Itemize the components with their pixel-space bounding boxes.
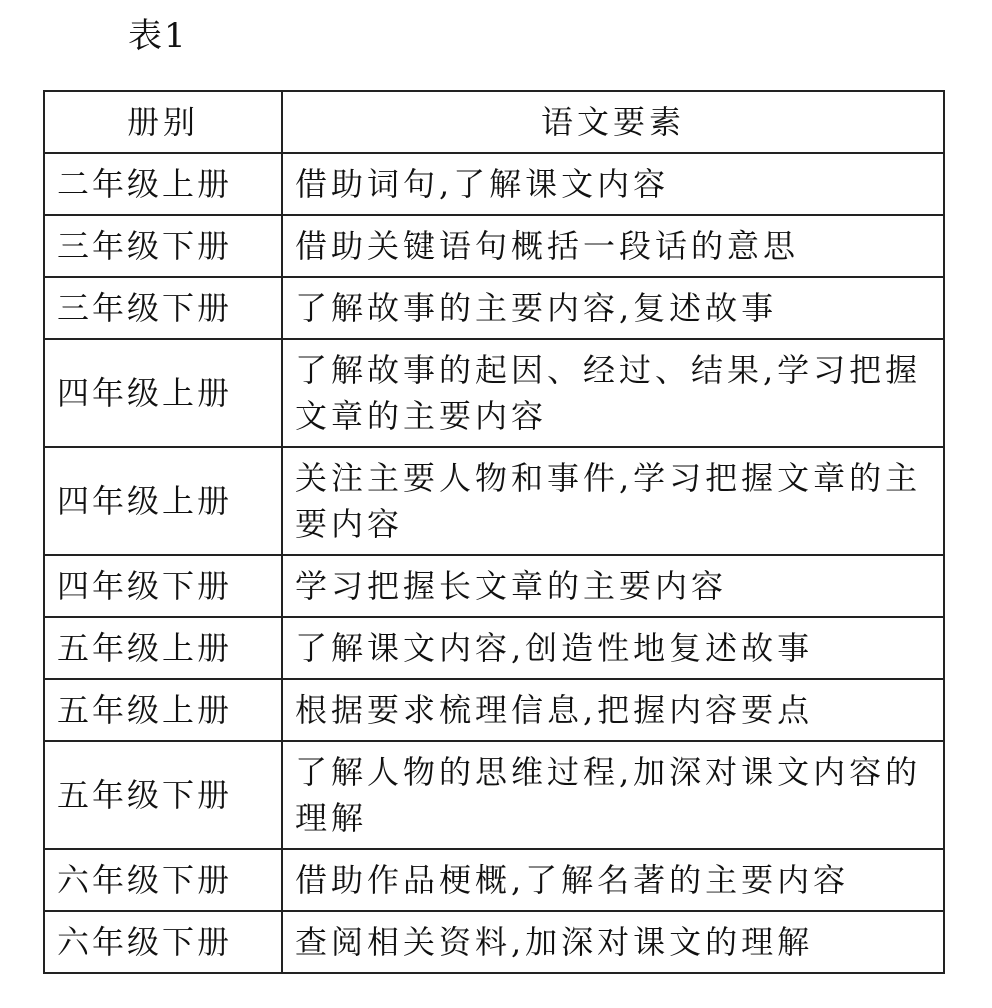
table-row [44,849,944,911]
element-cell: 了解故事的主要内容,复述故事 [282,277,944,339]
table-row [44,277,944,339]
volume-cell: 五年级下册 [44,741,282,849]
volume-cell: 四年级上册 [44,339,282,447]
element-cell: 借助词句,了解课文内容 [282,153,944,215]
table-row [44,153,944,215]
element-cell: 学习把握长文章的主要内容 [282,555,944,617]
table-row [44,617,944,679]
volume-cell: 四年级上册 [44,447,282,555]
element-cell: 借助作品梗概,了解名著的主要内容 [282,849,944,911]
volume-cell: 六年级下册 [44,911,282,973]
element-cell: 根据要求梳理信息,把握内容要点 [282,679,944,741]
language-elements-table [43,90,945,974]
volume-cell: 五年级上册 [44,679,282,741]
header-volume: 册别 [44,91,282,153]
table-header-row [44,91,944,153]
volume-cell: 二年级上册 [44,153,282,215]
volume-cell: 六年级下册 [44,849,282,911]
volume-cell: 四年级下册 [44,555,282,617]
table-row [44,447,944,555]
volume-cell: 三年级下册 [44,215,282,277]
element-cell: 关注主要人物和事件,学习把握文章的主要内容 [282,447,944,555]
table-row [44,741,944,849]
element-cell: 了解故事的起因、经过、结果,学习把握文章的主要内容 [282,339,944,447]
volume-cell: 五年级上册 [44,617,282,679]
element-cell: 了解人物的思维过程,加深对课文内容的理解 [282,741,944,849]
element-cell: 借助关键语句概括一段话的意思 [282,215,944,277]
table-caption: 表1 [128,16,188,56]
header-language-element: 语文要素 [282,91,944,153]
table-row [44,339,944,447]
element-cell: 查阅相关资料,加深对课文的理解 [282,911,944,973]
volume-cell: 三年级下册 [44,277,282,339]
table-row [44,555,944,617]
table-row [44,215,944,277]
table-row [44,679,944,741]
element-cell: 了解课文内容,创造性地复述故事 [282,617,944,679]
table-row [44,911,944,973]
